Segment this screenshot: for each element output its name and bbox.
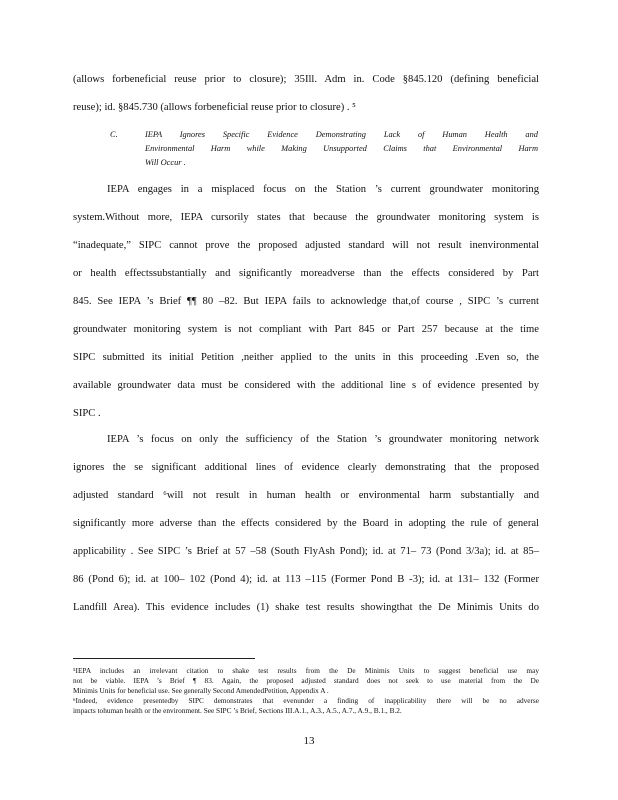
paragraph-1-line: SIPC . [73,408,101,419]
footnote-line: not be viable. IEPA ’s Brief ¶ 83. Again, the proposed adjusted standard does not seek to use material from the De [73,676,539,685]
paragraph-1-line: groundwater monitoring system is not compliant with Part 845 or Part 257 because at the time [73,324,539,335]
paragraph-2-line: adjusted standard ⁶will not result in human health or environmental harm substantially and [73,490,539,501]
paragraph-1-line: or health effectssubstantially and significantly moreadverse than the effects considered by Part [73,268,539,279]
section-heading-line: IEPA Ignores Specific Evidence Demonstrating Lack of Human Health and [145,130,538,139]
body-line: (allows forbeneficial reuse prior to closure); 35Ill. Adm in. Code §845.120 (defining beneficial [73,74,539,85]
paragraph-2-line: ignores the se significant additional lines of evidence clearly demonstrating that the proposed [73,462,539,473]
paragraph-2-line: significantly more adverse than the effects considered by the Board in adopting the rule of general [73,518,539,529]
paragraph-2-line: 86 (Pond 6); id. at 100– 102 (Pond 4); id. at 113 –115 (Former Pond B -3); id. at 131– 132 (Former [73,574,539,585]
footnote-line: Minimis Units for beneficial use. See generally Second AmendedPetition, Appendix A . [73,686,329,695]
paragraph-1-line: system.Without more, IEPA cursorily states that because the groundwater monitoring system is [73,212,539,223]
paragraph-1-line: SIPC submitted its initial Petition ,neither applied to the units in this proceeding .Even so, the [73,352,539,363]
footnote-separator [73,658,255,659]
paragraph-2-line: IEPA ’s focus on only the sufficiency of the Station ’s groundwater monitoring network [107,434,539,445]
footnote-line: impacts tohuman health or the environment. See SIPC ’s Brief, Sections III.A.1., A.3., A.5., A.7., A.9., B.1., B.2. [73,706,402,715]
paragraph-1-line: “inadequate,” SIPC cannot prove the proposed adjusted standard will not result inenvironmental [73,240,539,251]
paragraph-1-line: available groundwater data must be considered with the additional line s of evidence presented by [73,380,539,391]
footnote-line: ⁶Indeed, evidence presentedby SIPC demonstrates that evenunder a finding of inapplicability there will be no adverse [73,696,539,705]
body-line: reuse); id. §845.730 (allows forbeneficial reuse prior to closure) . ⁵ [73,102,356,113]
section-heading-line: Environmental Harm while Making Unsupported Claims that Environmental Harm [145,144,538,153]
paragraph-1-line: IEPA engages in a misplaced focus on the Station ’s current groundwater monitoring [107,184,539,195]
section-letter: C. [110,130,118,139]
paragraph-2-line: applicability . See SIPC ’s Brief at 57 –58 (South FlyAsh Pond); id. at 71– 73 (Pond 3/3a); id. at 85– [73,546,539,557]
footnote-line: ⁵IEPA includes an irrelevant citation to shake test results from the De Minimis Units to suggest beneficial use may [73,666,539,675]
section-heading-line: Will Occur . [145,158,186,167]
paragraph-1-line: 845. See IEPA ’s Brief ¶¶ 80 –82. But IEPA fails to acknowledge that,of course , SIPC ’s current [73,296,539,307]
paragraph-2-line: Landfill Area). This evidence includes (1) shake test results showingthat the De Minimis Units do [73,602,539,613]
page-number: 13 [303,735,315,747]
